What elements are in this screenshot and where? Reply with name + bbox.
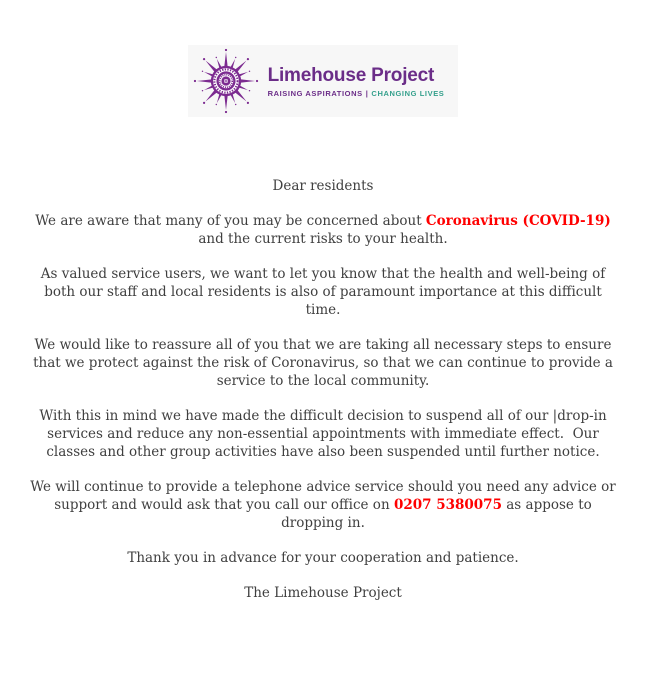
- body-text: dropping in.: [281, 515, 365, 531]
- body-text: support and would ask that you call our office on: [54, 497, 394, 513]
- tagline-separator: |: [365, 88, 369, 98]
- paragraph: [11, 407, 635, 461]
- body-text: time.: [305, 302, 341, 318]
- signature: The Limehouse Project: [244, 585, 402, 601]
- body-text: service to the local community.: [216, 373, 430, 389]
- body-text: classes and other group activities have also been suspended until further notice.: [46, 444, 600, 460]
- paragraphs: [11, 212, 635, 532]
- body-text: both our staff and local residents is also of paramount importance at this difficult: [44, 284, 602, 300]
- salutation: Dear residents: [272, 178, 374, 194]
- logo-title: Limehouse Project: [267, 64, 435, 86]
- logo-header: [0, 45, 646, 117]
- alert-text: Coronavirus (COVID-19): [425, 213, 611, 229]
- limehouse-logo: [188, 45, 459, 117]
- body-text: that we protect against the risk of Coronavirus, so that we can continue to provide a: [33, 355, 613, 371]
- paragraph: [11, 336, 635, 390]
- body-text: With this in mind we have made the difficult decision to suspend all of our |drop-in: [39, 408, 607, 424]
- body-text: We will continue to provide a telephone advice service should you need any advice or: [30, 479, 616, 495]
- paragraph: [11, 478, 635, 532]
- body-text: and the current risks to your health.: [198, 231, 448, 247]
- tagline-left: RAISING ASPIRATIONS: [267, 88, 363, 98]
- logo-text-block: [268, 65, 445, 98]
- body-text: as appose to: [501, 497, 592, 513]
- logo-tagline: [268, 89, 445, 98]
- body-text: We would like to reassure all of you that we are taking all necessary steps to ensure: [34, 337, 612, 353]
- paragraph: [11, 265, 635, 319]
- alert-text: 0207 5380075: [393, 497, 502, 513]
- tagline-right: CHANGING LIVES: [371, 88, 445, 98]
- mandala-star-icon: [193, 48, 259, 114]
- body-text: We are aware that many of you may be concerned about: [35, 213, 426, 229]
- closing-line: Thank you in advance for your cooperation and patience.: [127, 550, 519, 566]
- body-text: As valued service users, we want to let you know that the health and well-being of: [40, 266, 606, 282]
- letter-body: [11, 177, 635, 602]
- body-text: services and reduce any non-essential appointments with immediate effect. Our: [47, 426, 599, 442]
- paragraph: [11, 212, 635, 248]
